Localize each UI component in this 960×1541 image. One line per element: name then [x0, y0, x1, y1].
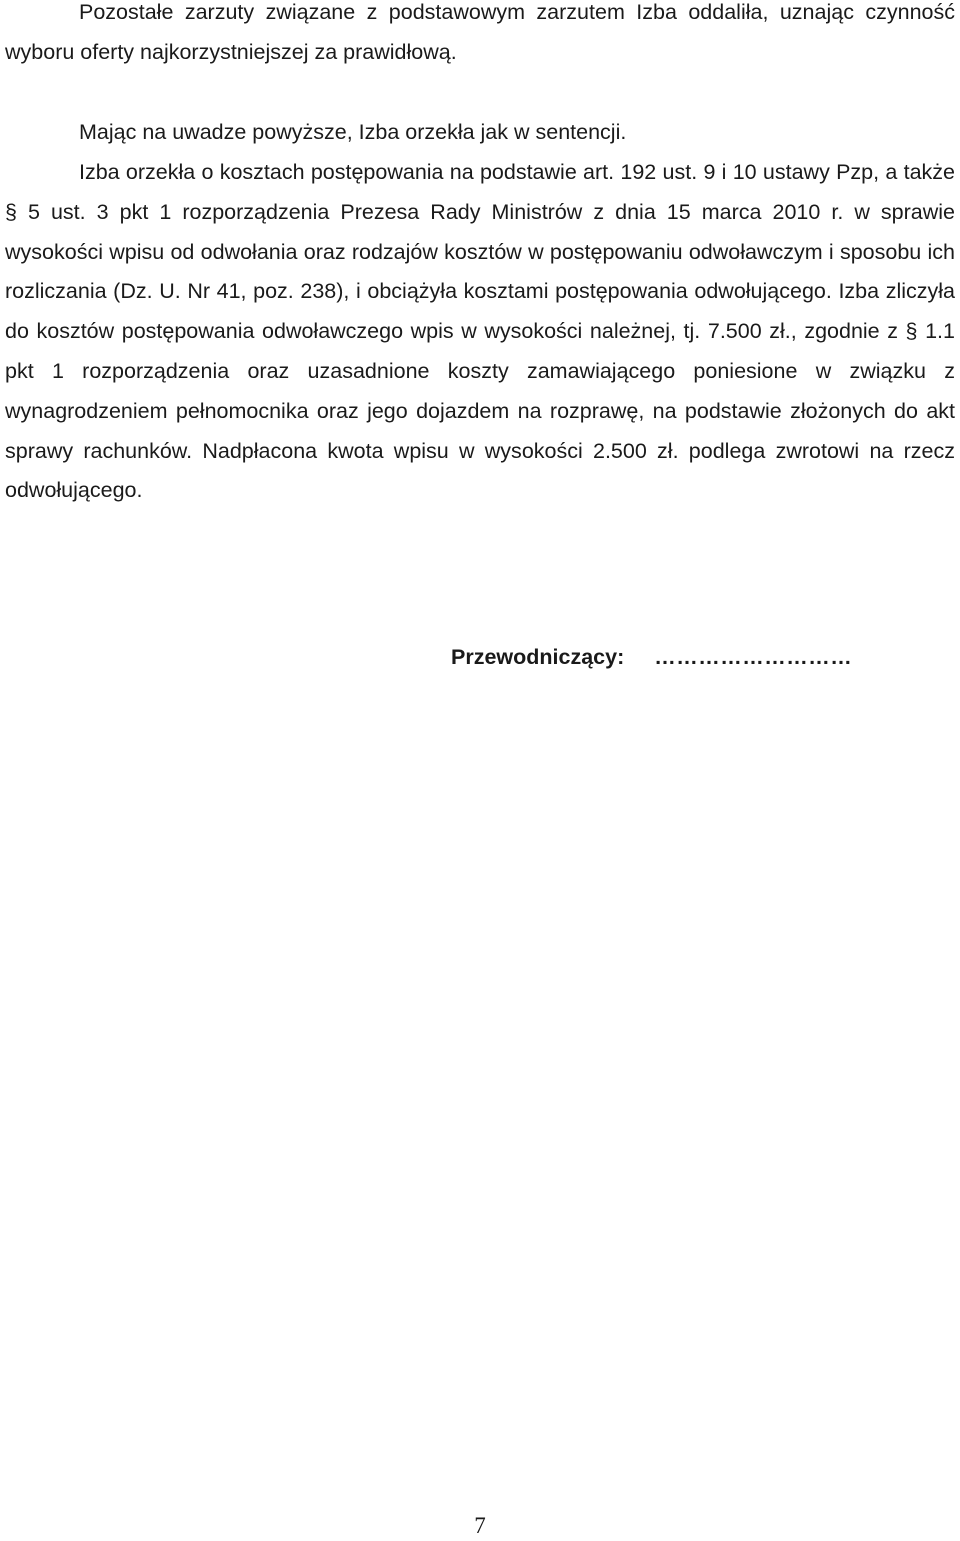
signature-label: Przewodniczący: [451, 645, 625, 669]
page-number: 7 [474, 1513, 486, 1538]
paragraph-dismissed-claims: Pozostałe zarzuty związane z podstawowym zarzutem Izba oddaliła, uznając czynność wyboru oferty najkorzystniejszej za prawidłową. [5, 0, 955, 64]
paragraph-ruling-reference: Mając na uwadze powyższe, Izba orzekła jak w sentencji. [79, 120, 627, 144]
signature-dots: ……………………… [654, 645, 853, 669]
signature-line [451, 645, 852, 670]
paragraph-costs: Izba orzekła o kosztach postępowania na podstawie art. 192 ust. 9 i 10 ustawy Pzp, a także § 5 ust. 3 pkt 1 rozporządzenia Prezesa Rady Ministrów z dnia 15 marca 2010 r. w sprawie wysokości wpisu od odwołania oraz rodzajów kosztów w postępowaniu odwoławczym i sposobu ich rozliczania (Dz. U. Nr 41, poz. 238), i obciążyła kosztami postępowania odwołującego. Izba zliczyła do kosztów postępowania odwoławczego wpis w wysokości należnej, tj. 7.500 zł., zgodnie z § 1.1 pkt 1 rozporządzenia oraz uzasadnione koszty zamawiającego poniesione w związku z wynagrodzeniem pełnomocnika oraz jego dojazdem na rozprawę, na podstawie złożonych do akt sprawy rachunków. Nadpłacona kwota wpisu w wysokości 2.500 zł. podlega zwrotowi na rzecz odwołującego. [5, 160, 955, 503]
